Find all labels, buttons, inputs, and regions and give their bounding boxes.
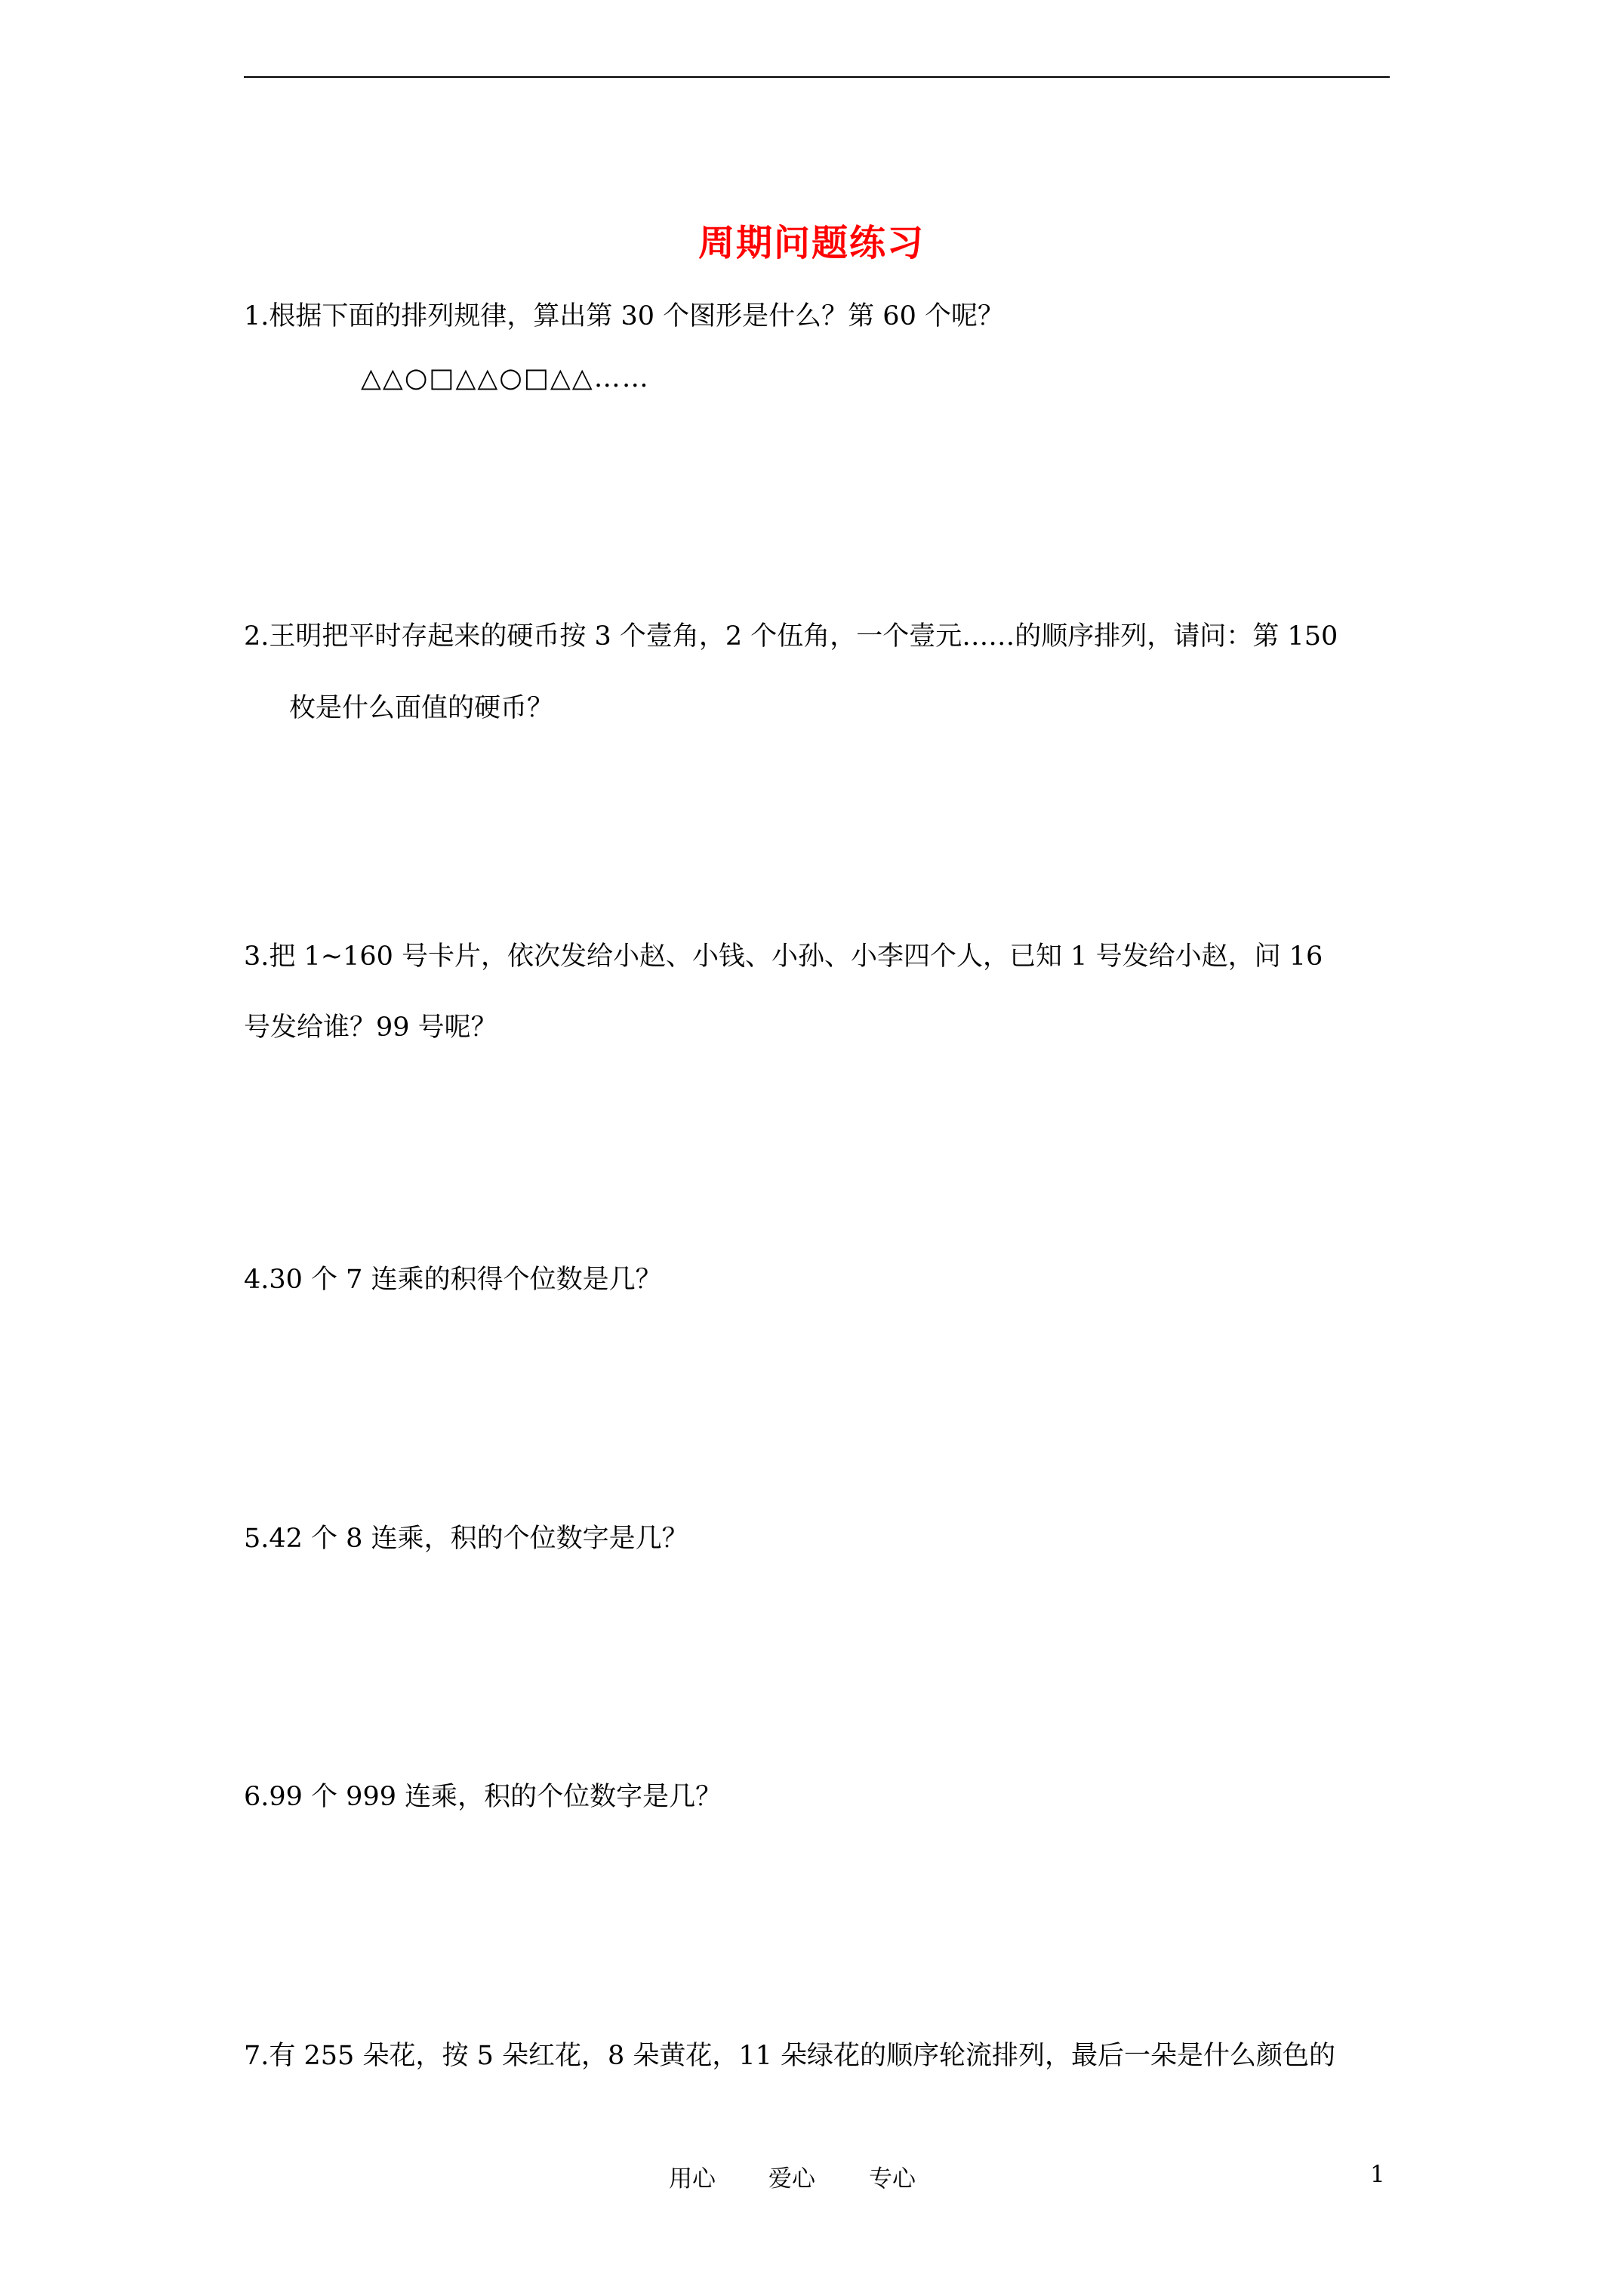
footer-word-3: 专心: [869, 2165, 916, 2193]
question-3-line-1: 3.把 1~160 号卡片，依次发给小赵、小钱、小孙、小李四个人，已知 1 号发给小赵，问 16: [244, 942, 1323, 972]
question-2-line-1: 2.王明把平时存起来的硬币按 3 个壹角，2 个伍角，一个壹元……的顺序排列，请问：第 150: [244, 621, 1338, 652]
page-title: 周期问题练习: [698, 222, 925, 264]
question-2-line-2: 枚是什么面值的硬币？: [289, 693, 554, 723]
question-3-line-2: 号发给谁？99 号呢？: [244, 1012, 497, 1043]
question-4-line-1: 4.30 个 7 连乘的积得个位数是几？: [244, 1265, 662, 1295]
question-5-line-1: 5.42 个 8 连乘，积的个位数字是几？: [244, 1524, 688, 1554]
question-2: [244, 613, 1399, 732]
footer-word-2: 爱心: [768, 2165, 815, 2193]
footer-word-1: 用心: [669, 2165, 716, 2193]
page-number: 1: [1370, 2161, 1385, 2188]
question-1: [244, 293, 1399, 340]
question-4: [244, 1256, 1399, 1303]
question-6: [244, 1774, 1399, 1820]
question-3: [244, 933, 1399, 1051]
question-7-line-1: 7.有 255 朵花，按 5 朵红花，8 朵黄花，11 朵绿花的顺序轮流排列，最后一朵是什么颜色的: [244, 2041, 1336, 2071]
question-6-line-1: 6.99 个 999 连乘，积的个位数字是几？: [244, 1782, 722, 1812]
question-7: [244, 2032, 1399, 2079]
header-rule: [244, 76, 1390, 78]
question-5: [244, 1515, 1399, 1562]
shape-sequence: △△○□△△○□△△……: [361, 363, 650, 393]
question-1-line-1: 1.根据下面的排列规律，算出第 30 个图形是什么？第 60 个呢？: [244, 301, 1004, 331]
